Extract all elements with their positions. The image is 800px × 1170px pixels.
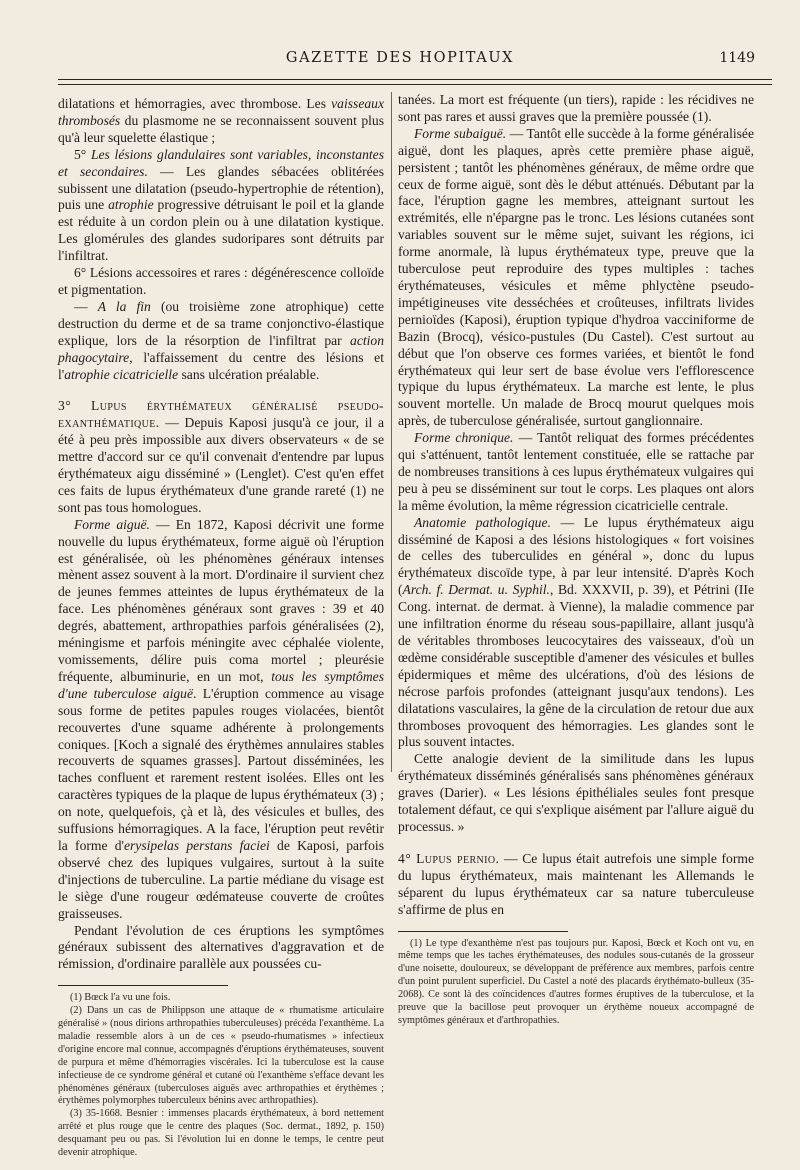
paragraph: 5° Les lésions glandulaires sont variables, inconstantes et secondaires. — Les glandes sébacées oblitérées subissent une dilatation (pseudo-hypertrophie de rétention), puis une atrophie progressive détruisant le poil et la glande est réduite à un cordon plein ou à une dilatation kystique. Les glomérules des glandes sudoripares sont détruits par l'infiltrat. <box>58 146 384 264</box>
paragraph: Cette analogie devient de la similitude dans les lupus érythémateux disséminés généralisés sans phénomènes généraux graves (Darier). « Les lésions épithéliales seules font presque totalement défaut, ce qui s'explique aisément par l'allure aiguë du processus. » <box>398 751 754 834</box>
header-rule <box>58 79 772 80</box>
section-heading-paragraph: 4° Lupus pernio. — Ce lupus était autrefois une simple forme du lupus érythémateux, mais maintenant les Allemands le séparent du lupus érythémateux car sa nature tuberculeuse s'affirme de plus en <box>398 850 754 917</box>
header-rule-thin <box>58 84 772 85</box>
footnote: (3) 35-1668. Besnier : immenses placards érythémateux, à bord nettement arrêté et plus rouge que le centre des plaques (Soc. dermat., 1892, p. 150) desquamant peu ou pas. Si l'évolution lui en donne le temps, le centre peut devenir atrophique. <box>58 1108 384 1159</box>
right-column <box>398 92 754 1028</box>
footnotes <box>58 992 384 1160</box>
footnote: (1) Le type d'exanthème n'est pas toujours pur. Kaposi, Bœck et Koch ont vu, en même temps que les taches érythémateuses, des nodules sous-cutanés de la grosseur d'une noisette, douloureux, se développant de préférence aux membres, parfois centre d'un point purulent superficiel. Du Castel a noté des placards érythémato-bulleux (35-2068). Ce sont là des coïncidences d'autres formes éruptives de la tuberculose, et la preuve que la bacillose peut provoquer un érythème noueux accompagné de symptômes généraux et d'arthropathies. <box>398 937 754 1026</box>
footnote: (1) Bœck l'a vu une fois. <box>70 992 171 1004</box>
paragraph: tanées. La mort est fréquente (un tiers), rapide : les récidives ne sont pas rares et aussi graves que la première poussée (1). <box>398 92 754 124</box>
left-column <box>58 96 384 1160</box>
running-title: GAZETTE DES HOPITAUX <box>285 50 515 66</box>
page-number: 1149 <box>719 50 755 66</box>
paragraph: 6° Lésions accessoires et rares : dégénérescence colloïde et pigmentation. <box>58 265 384 297</box>
footnotes <box>398 938 754 1028</box>
paragraph: Forme chronique. — Tantôt reliquat des formes précédentes qui s'atténuent, tantôt lentement constituée, elle se rattache par de nombreuses transitions à ces lupus érythémateux vulgaires qui peu à peu se disséminent sur tout le corps. Les plaques ont alors la même évolution, la même régression cicatricielle centrale. <box>398 430 755 513</box>
page-header <box>0 50 800 76</box>
footnote-rule <box>398 931 568 932</box>
paragraph: Anatomie pathologique. — Le lupus érythémateux aigu disséminé de Kaposi a des lésions histologiques « fort voisines de celles des tuberculides en général », donc du lupus érythémateux discoïde type, à par leur intensité. D'après Koch (Arch. f. Dermat. u. Syphil., Bd. XXXVII, p. 39), et Pétrini (IIe Cong. internat. de dermat. à Vienne), la maladie commence par une infiltration énorme du réseau sous-papillaire, allant jusqu'à de véritables thromboses leucocytaires des vaisseaux, d'où un œdème considérable susceptible d'amener des vésicules et bulles épidermiques et même des ulcérations, d'où des lésions de nécrose parfois profondes (atteignant jusqu'aux tendons). Les dilatations vasculaires, la gêne de la circulation de retour due aux thromboses provoquent des hémorragies. Les glandes sont le plus souvent intactes. <box>398 514 754 750</box>
paragraph: dilatations et hémorragies, avec thrombose. Les vaisseaux thrombosés du plasmome ne se reconnaissent souvent plus qu'à leur squelette élastique ; <box>58 96 384 145</box>
footnote-rule <box>58 985 228 986</box>
section-heading: 4° Lupus pernio. <box>398 850 500 866</box>
column-divider <box>391 92 392 772</box>
section-heading: 3° Lupus érythémateux généralisé pseudo-exanthématique. <box>58 398 384 431</box>
paragraph: Forme aiguë. — En 1872, Kaposi décrivit une forme nouvelle du lupus érythémateux, forme aiguë où l'éruption est généralisée, où les phénomènes généraux intenses mènent assez souvent à la mort. D'ordinaire il survient chez de jeunes femmes atteintes de lupus érythémateux de la face. Les phénomènes généraux sont graves : 39 et 40 degrés, abattement, arthropathies parfois généralisées (2), méningisme et parfois méningite avec céphalée violente, vomissements, délire puis coma mortel ; pleurésie fréquente, albuminurie, en un mot, tous les symptômes d'une tuberculose aiguë. L'éruption commence au visage sous forme de petites papules rouges violacées, bientôt recouvertes d'une squame adhérente à prolongements coniques. [Koch a signalé des érythèmes annulaires stables recouverts de squames grasses]. Partout disséminées, les taches confluent et rarement restent isolées. Elles ont les caractères typiques de la plaque de lupus érythémateux (3) ; on note, quelquefois, çà et là, des vésicules et bulles, des suffusions hémorragiques. A la face, l'éruption peut revêtir la forme d'erysipelas perstans faciei de Kaposi, parfois observé chez des lupiques vulgaires, surtout à la suite d'injections de tuberculine. La partie médiane du visage est le siège d'une rougeur œdémateuse couverte de croûtes graisseuses. <box>58 516 385 921</box>
paragraph: Forme subaiguë. — Tantôt elle succède à la forme généralisée aiguë, dont les plaques, après cette première phase aiguë, persistent ; tantôt les phénomènes généraux, de même ordre que ceux de forme aiguë, sont dès le début atténués. Débutant par la face, l'éruption gagne les membres, atteignant surtout les extrémités, elle n'épargne pas le tronc. Les lésions cutanées sont variables souvent sur le même sujet, suivant les régions, ici forme anormale, là lupus érythémateux type, preuve que la tuberculose peut reproduire des types multiples : taches érythémateuses, vésicules et même phlyctène pseudo-impétigineuses vite desséchées et croûteuses, infiltrats livides pernioïdes (Kaposi), éruption typique d'hydroa vacciniforme de Bazin (Brocq), vésico-pustules (Du Castel). C'est surtout au début que l'on observe ces formes variées, et bientôt le fond érythémateux qui leur sert de base évolue vers l'efflorescence typique du lupus érythémateux. La marche est lente, le plus souvent mortelle. Un malade de Brocq mourut quelques mois après, de tuberculose généralisée, surtout ganglionnaire. <box>398 125 754 429</box>
footnote: (2) Dans un cas de Philippson une attaque de « rhumatisme articulaire généralisé » (nous dirions arthropathies tuberculeuses) précéda l'exanthème. La maladie ressemble alors à un de ces « pseudo-rhumatismes » infectieux d'origine encore mal connue, accompagnés d'éruptions érythémateuses, souvent de purpura et même d'hémorragies viscérales. Ici la tuberculose est la cause infectieuse de ce syndrome général et cutané où l'exanthème s'efface devant les phénomènes généraux (tuberculoses aiguës avec arthropathies et érythèmes ; érythèmes polymorphes tuberculeux bénins avec arthropathies). <box>58 1005 384 1107</box>
paragraph: — A la fin (ou troisième zone atrophique) cette destruction du derme et de sa trame conjonctivo-élastique explique, lors de la résorption de l'infiltrat par action phagocytaire, l'affaissement du centre des lésions et l'atrophie cicatricielle sans ulcération préalable. <box>58 298 384 382</box>
paragraph: Pendant l'évolution de ces éruptions les symptômes généraux subissent des alternatives d'aggravation et de rémission, d'ordinaire parallèle aux poussées cu- <box>58 922 384 972</box>
section-heading-paragraph: 3° Lupus érythémateux généralisé pseudo-exanthématique. — Depuis Kaposi jusqu'à ce jour, il a été à peu près impossible aux divers observateurs « de se mettre d'accord sur ce qu'il convenait d'entendre par lupus érythémateux aigu disséminé » (Lenglet). C'est qu'en effet ces faits de lupus érythémateux d'une grande rareté (1) ne sont pas tous homologues. <box>58 398 384 515</box>
